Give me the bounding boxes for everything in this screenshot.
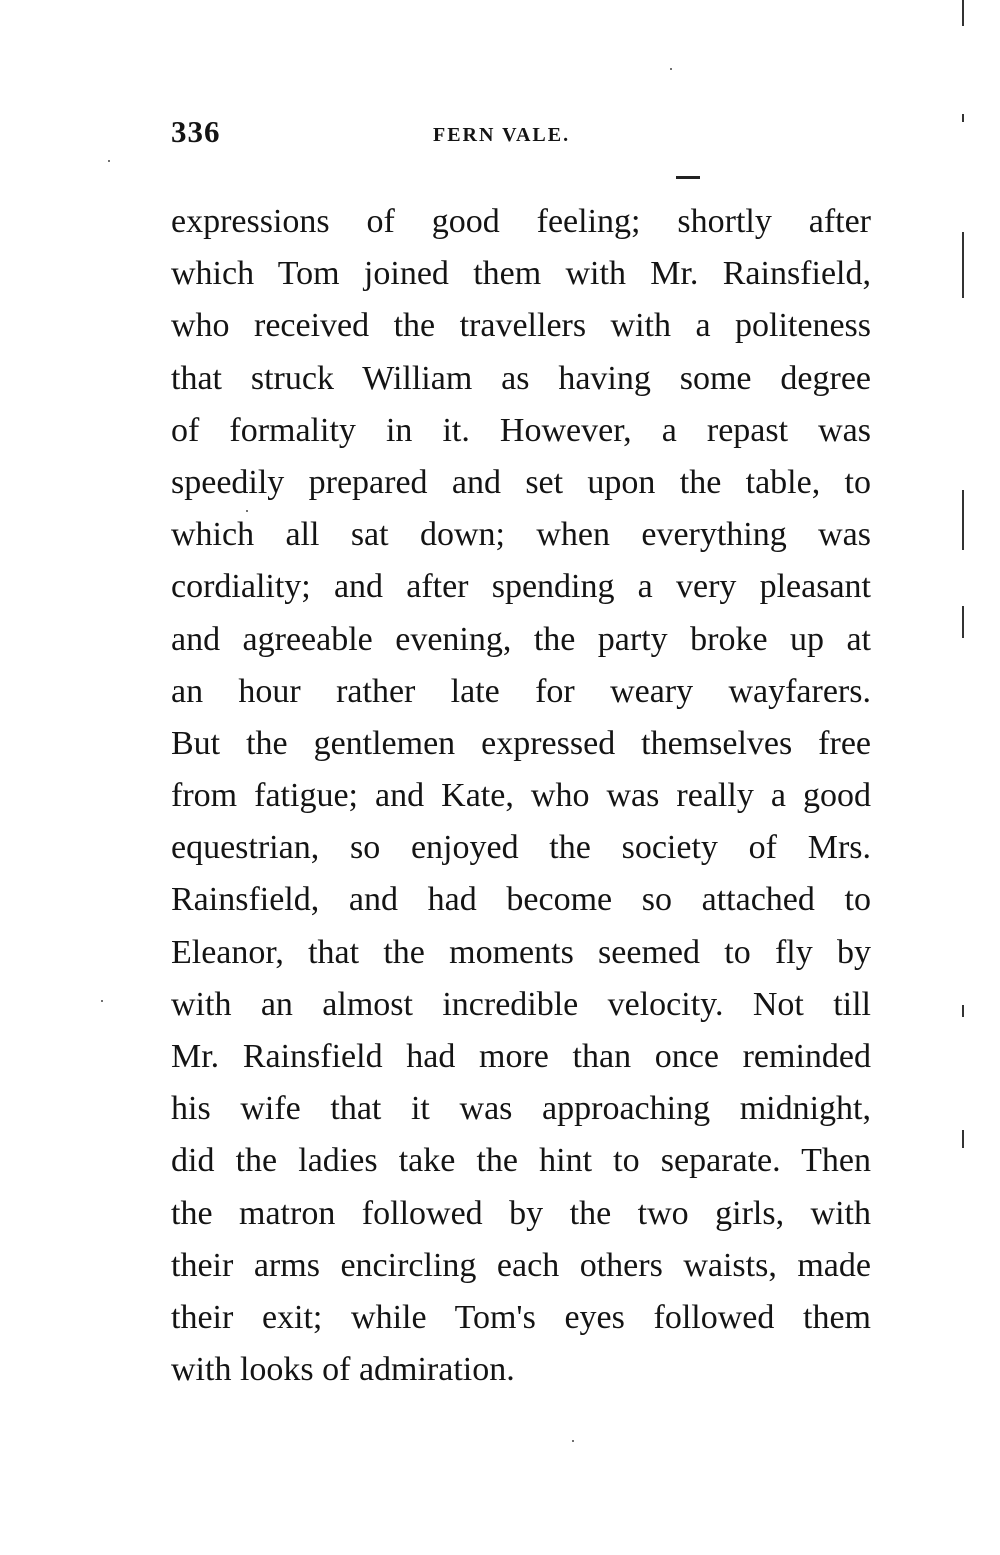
page-number: 336 xyxy=(171,114,221,149)
scan-speck xyxy=(108,160,110,162)
text-line: did the ladies take the hint to separate. Then xyxy=(171,1142,871,1180)
scan-speck xyxy=(670,68,672,70)
scan-speck xyxy=(101,1000,103,1002)
text-line: his wife that it was approaching midnight, xyxy=(171,1090,871,1128)
text-line: that struck William as having some degree xyxy=(171,359,871,397)
text-line: expressions of good feeling; shortly after xyxy=(171,203,871,240)
scan-speck xyxy=(572,1440,574,1442)
scan-edge-mark xyxy=(962,114,964,122)
scan-edge-mark xyxy=(962,1005,964,1017)
text-line: who received the travellers with a politeness xyxy=(171,307,871,345)
scan-edge-mark xyxy=(962,232,964,298)
text-line: speedily prepared and set upon the table, to xyxy=(171,463,871,501)
body-text xyxy=(171,196,871,1396)
text-line: from fatigue; and Kate, who was really a good xyxy=(171,777,871,815)
text-line: with an almost incredible velocity. Not till xyxy=(171,985,871,1023)
printed-dash-mark xyxy=(676,176,700,179)
running-title: FERN VALE. xyxy=(433,124,571,146)
page-header xyxy=(171,114,871,158)
text-line: cordiality; and after spending a very pleasant xyxy=(171,568,871,606)
text-line: which all sat down; when everything was xyxy=(171,516,871,554)
text-line: their exit; while Tom's eyes followed them xyxy=(171,1298,871,1336)
text-line: Mr. Rainsfield had more than once reminded xyxy=(171,1038,871,1075)
text-line-final: with looks of admiration. xyxy=(171,1351,515,1389)
scan-edge-mark xyxy=(962,1130,964,1148)
text-line: and agreeable evening, the party broke up at xyxy=(171,620,871,658)
text-line: of formality in it. However, a repast was xyxy=(171,411,871,449)
text-line: equestrian, so enjoyed the society of Mrs. xyxy=(171,829,871,867)
text-line: Eleanor, that the moments seemed to fly by xyxy=(171,933,871,971)
scan-edge-mark xyxy=(962,0,964,26)
text-line: But the gentlemen expressed themselves free xyxy=(171,724,871,762)
scan-edge-mark xyxy=(962,606,964,638)
text-line: Rainsfield, and had become so attached to xyxy=(171,881,871,919)
text-line: an hour rather late for weary wayfarers. xyxy=(171,672,871,710)
scan-speck xyxy=(246,510,248,512)
text-line: their arms encircling each others waists, made xyxy=(171,1246,871,1284)
text-line: which Tom joined them with Mr. Rainsfield, xyxy=(171,255,871,293)
text-line: the matron followed by the two girls, with xyxy=(171,1194,871,1232)
scan-edge-mark xyxy=(962,490,964,550)
